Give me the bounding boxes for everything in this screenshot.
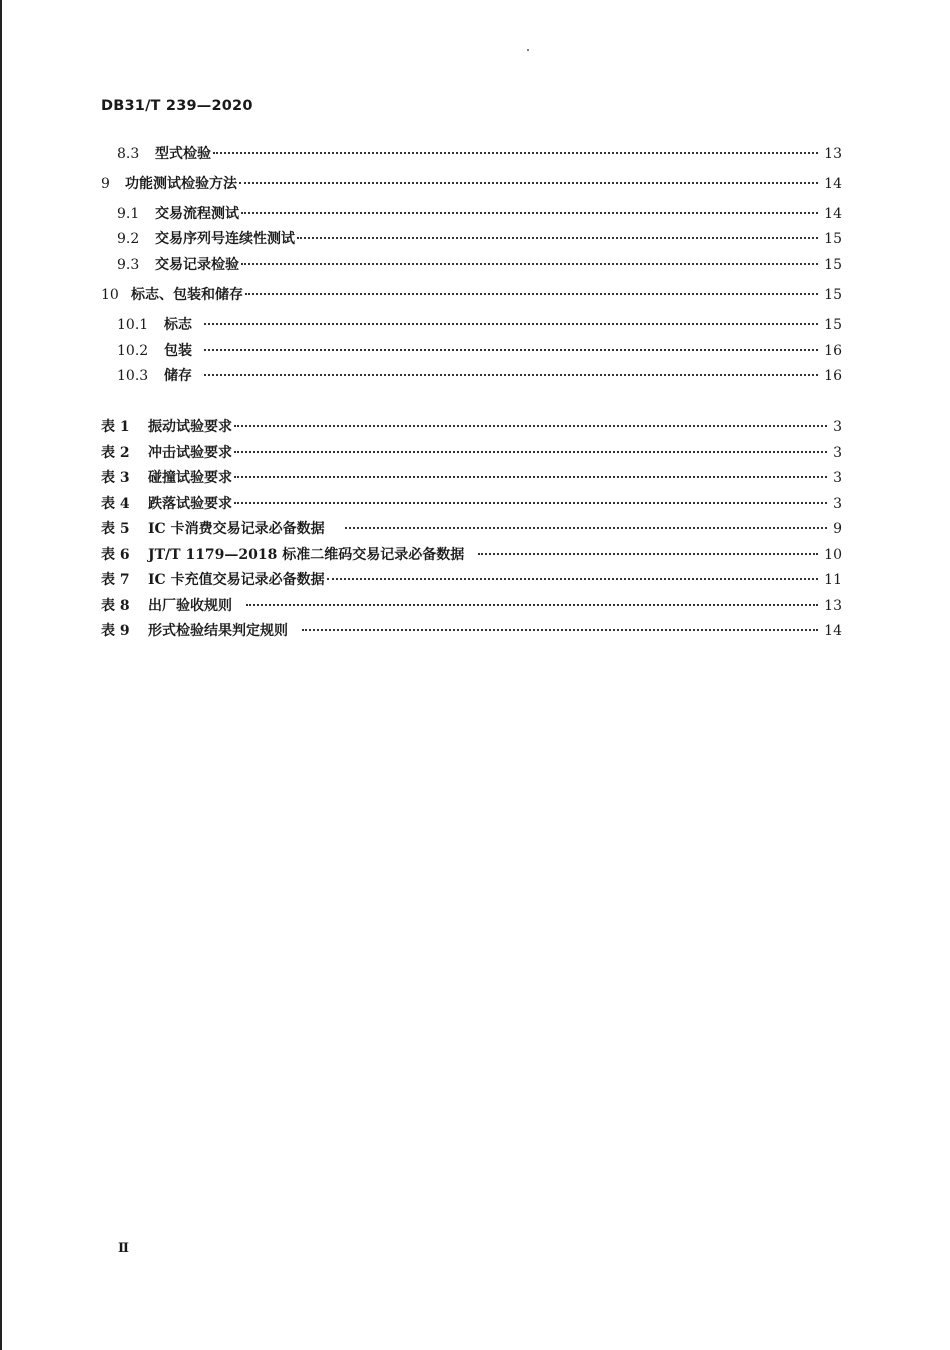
dot-leader [302,628,818,631]
table-number: 表 9 [101,623,130,639]
dot-leader [234,450,827,453]
toc-entry-title: 包装 [164,343,192,359]
document-code: DB31/T 239—2020 [101,98,253,114]
scan-edge [0,0,2,1350]
table-number: 表 5 [101,521,130,537]
toc-entry-number: 10.1 [117,317,149,333]
toc-entry-page: 16 [824,368,842,384]
toc-entry-number: 9.1 [117,206,140,222]
toc-entry-page: 15 [824,231,842,247]
toc-entry-page: 15 [824,317,842,333]
dot-leader [234,501,827,504]
dot-leader [241,211,818,214]
toc-table-8[interactable] [101,597,842,615]
table-number: 表 4 [101,496,130,512]
table-page: 10 [824,547,842,563]
toc-table-2[interactable] [101,444,842,462]
toc-table-6[interactable] [101,546,842,564]
table-page: 9 [833,521,842,537]
dot-leader [246,603,818,606]
toc-entry-10-3[interactable] [117,367,842,385]
dot-leader [245,292,818,295]
dot-leader [345,526,828,529]
toc-entry-9[interactable] [101,175,842,193]
toc-entry-9-2[interactable] [117,230,842,248]
dot-leader [234,475,827,478]
toc-entry-page: 15 [824,257,842,273]
dot-leader [327,577,819,580]
table-number: 表 7 [101,572,130,588]
dot-leader [478,552,818,555]
toc-entry-number: 9 [101,176,110,192]
toc-entry-page: 16 [824,343,842,359]
toc-entry-title: 型式检验 [155,146,211,162]
table-title: 出厂验收规则 [148,598,232,614]
table-page: 14 [824,623,842,639]
toc-entry-page: 13 [824,146,842,162]
dot-leader [204,322,818,325]
toc-table-5[interactable] [101,520,842,538]
toc-entry-page: 14 [824,206,842,222]
toc-entry-number: 10.3 [117,368,149,384]
table-title: 碰撞试验要求 [148,470,232,486]
toc-entry-page: 14 [824,176,842,192]
toc-entry-title: 交易序列号连续性测试 [155,231,295,247]
table-number: 表 1 [101,419,130,435]
toc-entry-title: 储存 [164,368,192,384]
table-title: JT/T 1179—2018 标准二维码交易记录必备数据 [148,547,465,563]
toc-table-7[interactable] [101,571,842,589]
table-number: 表 6 [101,547,130,563]
table-page: 3 [833,445,842,461]
toc-entry-number: 10 [101,287,119,303]
toc-entry-title: 功能测试检验方法 [125,176,237,192]
toc-table-3[interactable] [101,469,842,487]
toc-entry-9-3[interactable] [117,256,842,274]
toc-entry-8-3[interactable] [117,145,842,163]
toc-table-9[interactable] [101,622,842,640]
toc-entry-10[interactable] [101,286,842,304]
table-title: 跌落试验要求 [148,496,232,512]
toc-entry-title: 标志、包装和储存 [131,287,243,303]
dot-leader [241,262,818,265]
table-number: 表 3 [101,470,130,486]
dot-leader [297,236,818,239]
toc-entry-10-1[interactable] [117,316,842,334]
table-title: IC 卡充值交易记录必备数据 [148,572,325,588]
toc-entry-number: 8.3 [117,146,140,162]
table-title: 振动试验要求 [148,419,232,435]
toc-entry-number: 9.3 [117,257,140,273]
table-number: 表 2 [101,445,130,461]
dot-leader [234,424,827,427]
toc-table-1[interactable] [101,418,842,436]
page-number: Ⅱ [118,1241,129,1256]
table-title: 形式检验结果判定规则 [148,623,288,639]
toc-entry-number: 9.2 [117,231,140,247]
toc-entry-number: 10.2 [117,343,149,359]
table-page: 3 [833,496,842,512]
toc-entry-title: 交易流程测试 [155,206,239,222]
scan-speck [527,49,529,51]
table-title: IC 卡消费交易记录必备数据 [148,521,325,537]
dot-leader [239,181,818,184]
toc-entry-title: 交易记录检验 [155,257,239,273]
table-title: 冲击试验要求 [148,445,232,461]
toc-entry-page: 15 [824,287,842,303]
table-page: 3 [833,470,842,486]
toc-table-4[interactable] [101,495,842,513]
toc-entry-title: 标志 [164,317,192,333]
toc-entry-10-2[interactable] [117,342,842,360]
dot-leader [213,151,818,154]
table-page: 13 [824,598,842,614]
toc-entry-9-1[interactable] [117,205,842,223]
table-number: 表 8 [101,598,130,614]
dot-leader [204,348,818,351]
table-page: 11 [824,572,842,588]
dot-leader [204,373,818,376]
table-page: 3 [833,419,842,435]
